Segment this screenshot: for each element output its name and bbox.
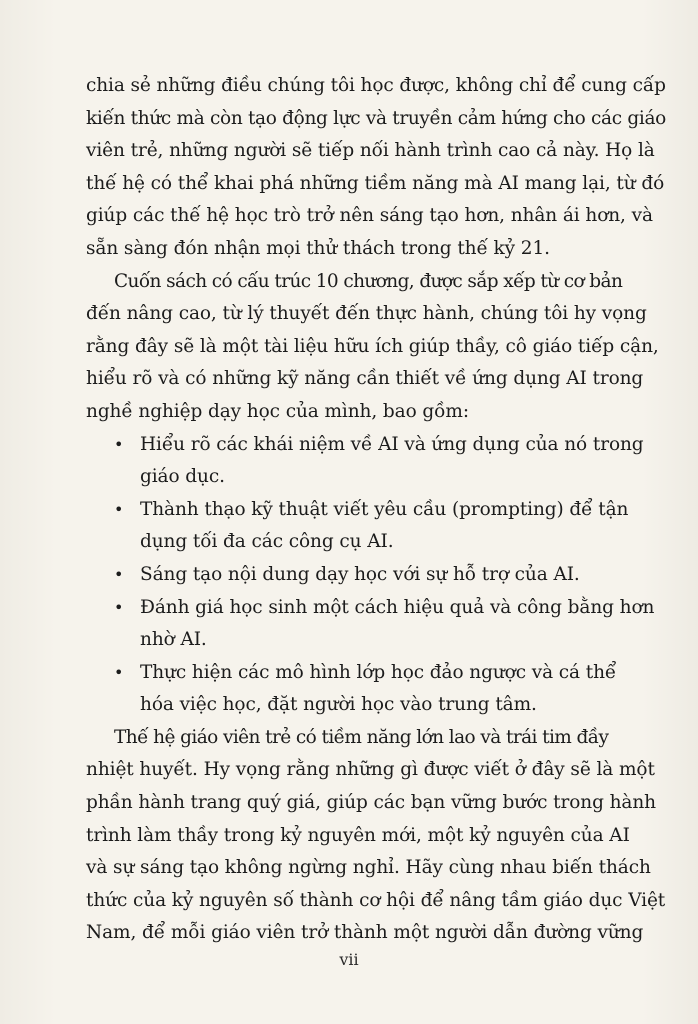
- text-line: thế hệ có thể khai phá những tiềm năng mà AI mang lại, từ đó: [86, 172, 665, 194]
- text-line: Thế hệ giáo viên trẻ có tiềm năng lớn lao và trái tim đầy: [114, 726, 609, 748]
- bullet-icon: •: [114, 499, 124, 519]
- text-line: thức của kỷ nguyên số thành cơ hội để nâng tầm giáo dục Việt: [86, 889, 666, 911]
- text-line: Cuốn sách có cấu trúc 10 chương, được sắp xếp từ cơ bản: [114, 270, 623, 292]
- text-line: phần hành trang quý giá, giúp các bạn vững bước trong hành: [86, 792, 656, 814]
- bullet-icon: •: [114, 597, 124, 617]
- text-line: Đánh giá học sinh một cách hiệu quả và công bằng hơn: [140, 596, 655, 618]
- list-item: [86, 429, 666, 494]
- paragraph-1: [86, 70, 666, 266]
- bullet-icon: •: [114, 662, 124, 682]
- text-line: giúp các thế hệ học trò trở nên sáng tạo hơn, nhân ái hơn, và: [86, 205, 653, 227]
- text-line: sẵn sàng đón nhận mọi thử thách trong thế kỷ 21.: [86, 237, 550, 259]
- list-item: [86, 592, 666, 657]
- bullet-icon: •: [114, 564, 124, 584]
- text-line: giáo dục.: [140, 466, 225, 488]
- bullet-list: [86, 429, 666, 722]
- text-line: Nam, để mỗi giáo viên trở thành một người dẫn đường vững: [86, 922, 644, 944]
- text-line: và sự sáng tạo không ngừng nghỉ. Hãy cùng nhau biến thách: [86, 857, 651, 879]
- text-line: dụng tối đa các công cụ AI.: [140, 531, 394, 553]
- text-line: hiểu rõ và có những kỹ năng cần thiết về ứng dụng AI trong: [86, 368, 644, 390]
- paragraph-3: [86, 722, 666, 950]
- body-text: [86, 70, 666, 950]
- text-line: Sáng tạo nội dung dạy học với sự hỗ trợ của AI.: [140, 563, 580, 585]
- text-line: Thành thạo kỹ thuật viết yêu cầu (prompting) để tận: [140, 498, 629, 520]
- text-line: nhờ AI.: [140, 629, 207, 651]
- paragraph-2: [86, 266, 666, 429]
- text-line: viên trẻ, những người sẽ tiếp nối hành trình cao cả này. Họ là: [86, 140, 655, 162]
- list-item: [86, 494, 666, 559]
- text-line: kiến thức mà còn tạo động lực và truyền cảm hứng cho các giáo: [86, 107, 666, 129]
- text-line: nhiệt huyết. Hy vọng rằng những gì được viết ở đây sẽ là một: [86, 759, 655, 781]
- list-item: [86, 559, 666, 592]
- text-line: đến nâng cao, từ lý thuyết đến thực hành, chúng tôi hy vọng: [86, 303, 647, 325]
- text-line: hóa việc học, đặt người học vào trung tâm.: [140, 694, 537, 716]
- page-number: vii: [339, 950, 359, 969]
- text-line: chia sẻ những điều chúng tôi học được, không chỉ để cung cấp: [86, 75, 666, 96]
- text-line: rằng đây sẽ là một tài liệu hữu ích giúp thầy, cô giáo tiếp cận,: [86, 335, 659, 357]
- text-line: Thực hiện các mô hình lớp học đảo ngược và cá thể: [140, 661, 617, 683]
- text-line: Hiểu rõ các khái niệm về AI và ứng dụng của nó trong: [140, 433, 644, 455]
- list-item: [86, 657, 666, 722]
- bullet-icon: •: [114, 434, 124, 454]
- text-line: trình làm thầy trong kỷ nguyên mới, một kỷ nguyên của AI: [86, 824, 630, 846]
- text-line: nghề nghiệp dạy học của mình, bao gồm:: [86, 400, 469, 422]
